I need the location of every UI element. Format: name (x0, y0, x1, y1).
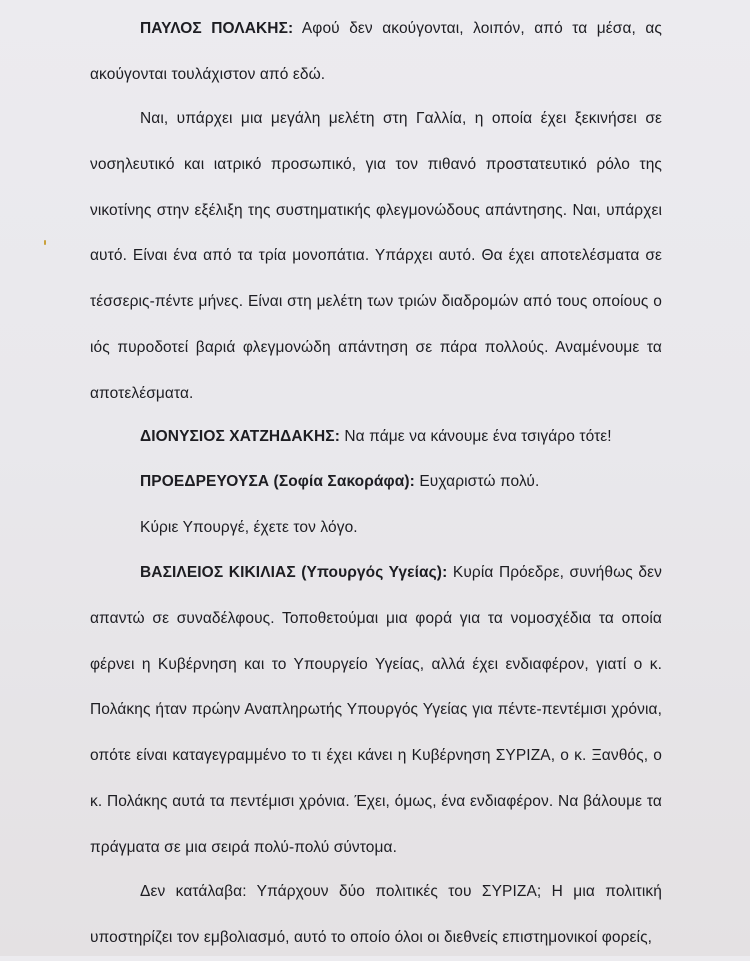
speaker-name: ΠΑΥΛΟΣ ΠΟΛΑΚΗΣ: (140, 20, 294, 37)
paper-mark (44, 240, 46, 245)
speaker-name: ΔΙΟΝΥΣΙΟΣ ΧΑΤΖΗΔΑΚΗΣ: (140, 428, 340, 445)
paragraph-chair-floor (140, 505, 662, 551)
paragraph-text: Αφού δεν ακούγονται, λοιπόν, από τα μέσα, ας ακούγονται τουλάχιστον από εδώ. (90, 20, 663, 83)
paragraph-text: Να πάμε να κάνουμε ένα τσιγάρο τότε! (339, 428, 612, 445)
paragraph-text: Κυρία Πρόεδρε, συνήθως δεν απαντώ σε συναδέλφους. Τοποθετούμαι μια φορά για τα νομοσχέδια τα οποία φέρνει η Κυβέρνηση και το Υπουργείο Υγείας, αλλά έχει ενδιαφέρον, γιατί ο κ. Πολάκης ήταν πρώην Αναπληρωτής Υπουργός Υγείας για πέντε-πεντέμισι χρόνια, οπότε είναι καταγεγραμμένο το τι έχει κάνει η Κυβέρνηση ΣΥΡΙΖΑ, ο κ. Ξανθός, ο κ. Πολάκης αυτά τα πεντέμισι χρόνια. Έχει, όμως, ένα ενδιαφέρον. Να βάλουμε τα πράγματα σε μια σειρά πολύ-πολύ σύντομα. (90, 564, 662, 856)
paragraph-text: Ναι, υπάρχει μια μεγάλη μελέτη στη Γαλλία, η οποία έχει ξεκινήσει σε νοσηλευτικό και ιατρικό προσωπικό, για τον πιθανό προστατευτικό ρόλο της νικοτίνης στην εξέλιξη της συστηματικής φλεγμονώδους απάντησης. Ναι, υπάρχει αυτό. Είναι ένα από τα τρία μονοπάτια. Υπάρχει αυτό. Θα έχει αποτελέσματα σε τέσσερις-πέντε μήνες. Είναι στη μελέτη των τριών διαδρομών από τους οποίους ο ιός πυροδοτεί βαριά φλεγμονώδη απάντηση σε πάρα πολλούς. Αναμένουμε τα αποτελέσματα. (90, 110, 662, 402)
paragraph-text: Δεν κατάλαβα: Υπάρχουν δύο πολιτικές του ΣΥΡΙΖΑ; Η μια πολιτική υποστηρίζει τον εμβολιασμό, αυτό το οποίο όλοι οι διεθνείς επιστημονικοί φορείς, (90, 883, 662, 946)
paragraph-polakis-intro (90, 6, 662, 98)
speaker-name: ΒΑΣΙΛΕΙΟΣ ΚΙΚΙΛΙΑΣ (Υπουργός Υγείας): (140, 564, 448, 581)
paragraph-polakis-study (90, 96, 662, 417)
paragraph-text: Ευχαριστώ πολύ. (414, 473, 540, 490)
paragraph-chatzidakis (140, 414, 662, 460)
paragraph-kikilias (90, 550, 662, 871)
speaker-name: ΠΡΟΕΔΡΕΥΟΥΣΑ (Σοφία Σακοράφα): (140, 473, 415, 490)
paragraph-text: Κύριε Υπουργέ, έχετε τον λόγο. (140, 519, 358, 536)
paragraph-chair (140, 459, 662, 505)
paragraph-kikilias-cont (90, 869, 662, 961)
